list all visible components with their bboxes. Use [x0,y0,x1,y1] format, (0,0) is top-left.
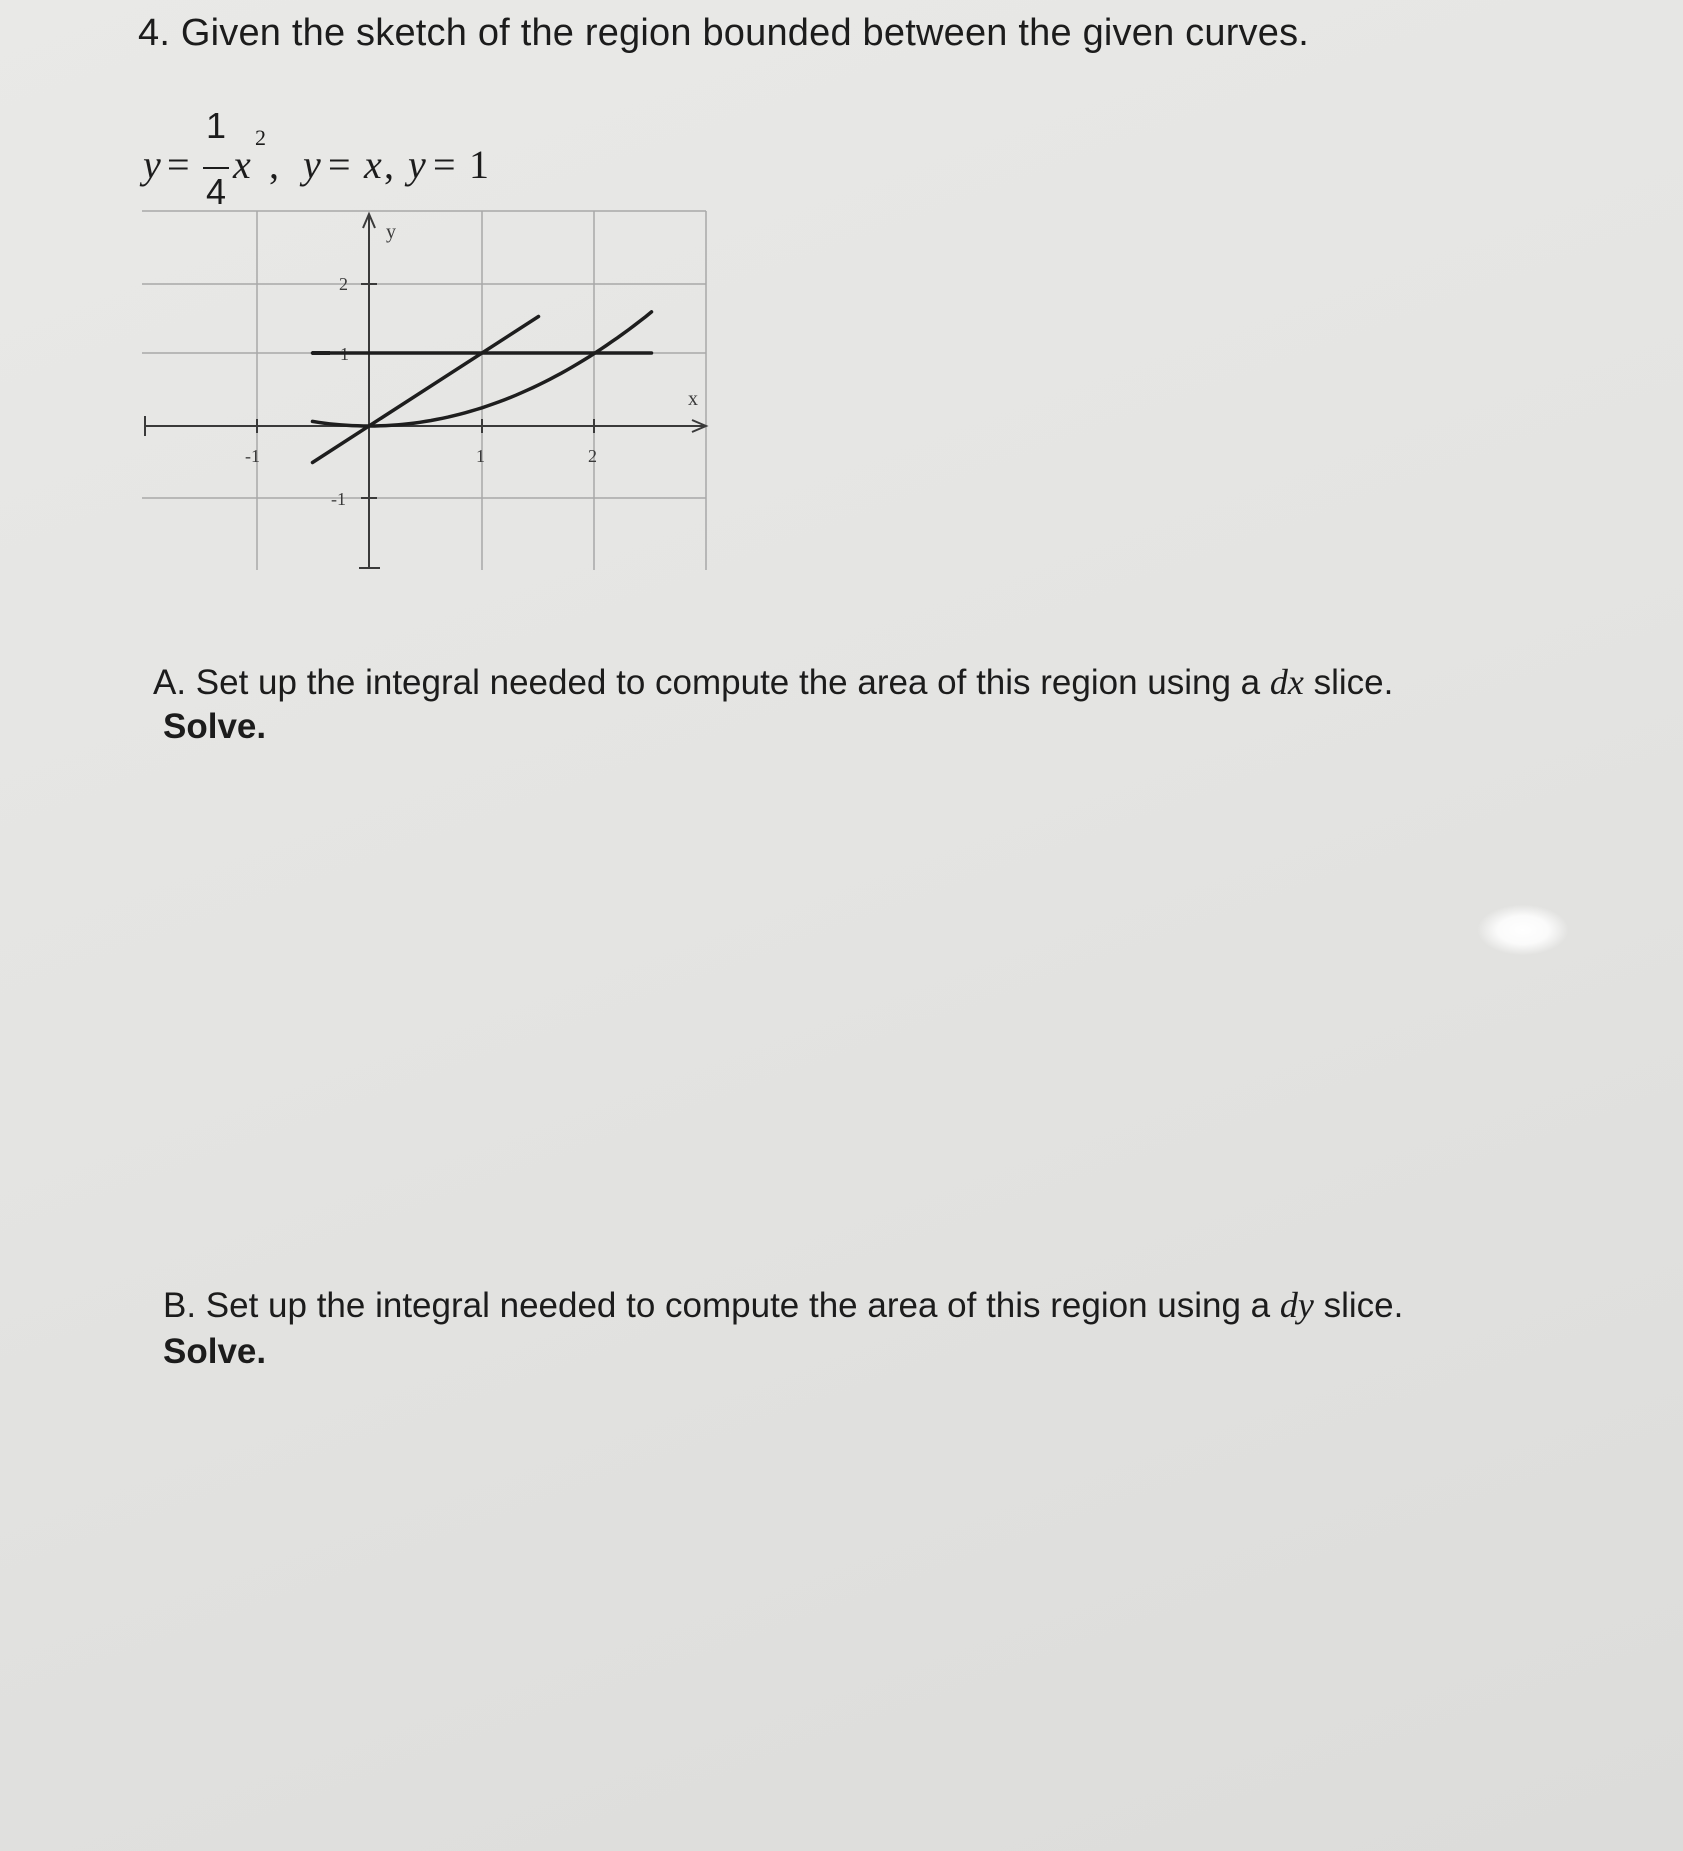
eq-one: 1 [469,142,489,187]
curve-line-y-equals-x [313,317,539,463]
eq-x-term: x [233,142,251,187]
y-tick-label-minus1: -1 [331,489,346,509]
part-b-solve: Solve. [163,1332,267,1371]
question-title: 4. Given the sketch of the region bounded between the given curves. [138,12,1310,54]
eq-y1: y [143,142,161,187]
part-a-prefix: A. Set up the integral needed to compute the area of this region using a [153,663,1261,702]
x-tick-label-2: 2 [588,446,597,466]
part-a-suffix: slice. [1313,663,1394,702]
eq-y3: y [408,142,426,187]
y-tick-label-2: 2 [339,274,348,294]
light-glare [1478,905,1568,955]
eq-equals1: = [167,142,190,187]
y-axis-label: y [386,221,396,243]
part-b-prefix: B. Set up the integral needed to compute the area of this region using a [163,1286,1271,1325]
eq-comma2: , [384,142,394,187]
eq-equals3: = [433,142,456,187]
part-b-suffix: slice. [1323,1286,1404,1325]
part-a-dx-var: dx [1269,662,1304,702]
x-tick-label-1: 1 [476,446,485,466]
eq-comma1: , [269,142,279,187]
part-b [163,1282,1403,1375]
part-a-solve: Solve. [163,707,267,746]
eq-equals2: = [328,142,351,187]
eq-y2: y [303,142,321,187]
part-a [153,660,1393,749]
x-axis-label: x [688,388,698,410]
y-tick-label-1: 1 [340,344,349,364]
eq-exponent: 2 [255,125,266,150]
part-b-dy-var: dy [1279,1285,1314,1325]
fraction-bar [203,167,229,169]
region-graph [140,208,720,578]
curves-equation [143,105,603,212]
eq-numerator: 1 [206,105,227,146]
eq-denominator: 4 [206,171,227,212]
eq-x2: x [364,142,382,187]
x-tick-label-minus1: -1 [245,446,260,466]
